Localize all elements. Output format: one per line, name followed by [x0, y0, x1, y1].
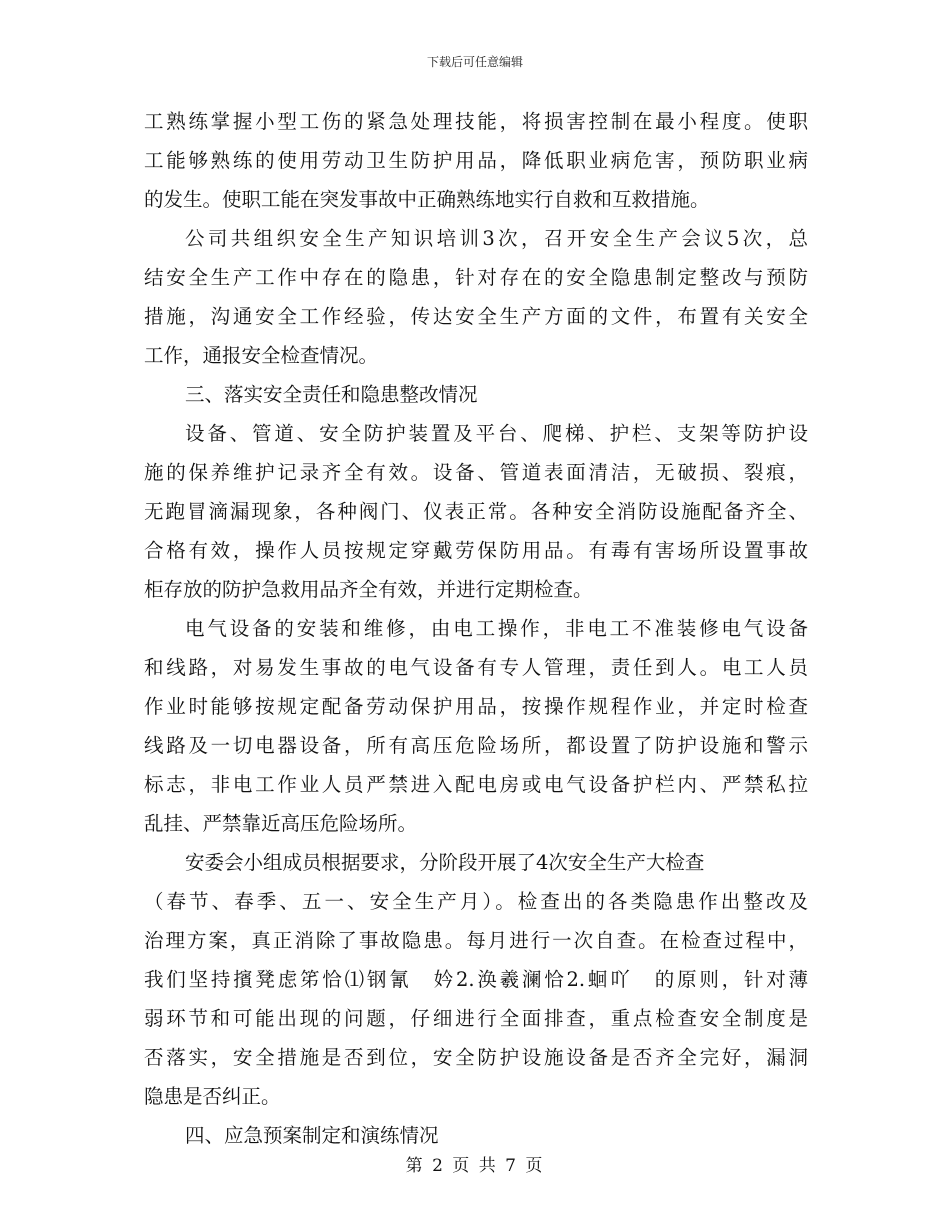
paragraph-start: 公司共组织安全生产知识培训3次，召开安全生产会议5次，总: [185, 227, 808, 250]
body-line: 措施，沟通安全工作经验，传达安全生产方面的文件，布置有关安全: [144, 305, 808, 328]
body-line: 治理方案，真正消除了事故隐患。每月进行一次自查。在检查过程中，: [144, 929, 808, 952]
body-line: 合格有效，操作人员按规定穿戴劳保防用品。有毒有害场所设置事故: [144, 539, 808, 562]
body-line: 工熟练掌握小型工伤的紧急处理技能，将损害控制在最小程度。使职: [144, 110, 808, 133]
body-line: 无跑冒滴漏现象，各种阀门、仪表正常。各种安全消防设施配备齐全、: [144, 500, 808, 523]
body-line: 线路及一切电器设备，所有高压危险场所，都设置了防护设施和警示: [144, 734, 808, 757]
body-line: 工能够熟练的使用劳动卫生防护用品，降低职业病危害，预防职业病: [144, 149, 808, 172]
body-line: 我们坚持擯凳虑笫恰⑴钢氰 妗2.涣羲澜恰2.蛔吖 的原则，针对薄: [144, 968, 808, 991]
body-line: 隐患是否纠正。: [144, 1085, 281, 1108]
paragraph-start: 安委会小组成员根据要求，分阶段开展了4次安全生产大检查: [185, 851, 705, 874]
body-line: 标志，非电工作业人员严禁进入配电房或电气设备护栏内、严禁私拉: [144, 773, 808, 796]
paragraph-start: 电气设备的安装和维修，由电工操作，非电工不准装修电气设备: [185, 617, 808, 640]
body-line: 结安全生产工作中存在的隐患，针对存在的安全隐患制定整改与预防: [144, 266, 808, 289]
body-line: 施的保养维护记录齐全有效。设备、管道表面清洁，无破损、裂痕，: [144, 461, 808, 484]
page-number: 第 2 页 共 7 页: [405, 1156, 545, 1176]
paragraph-start: 设备、管道、安全防护装置及平台、爬梯、护栏、支架等防护设: [185, 422, 808, 445]
body-line: 和线路，对易发生事故的电气设备有专人管理，责任到人。电工人员: [144, 656, 808, 679]
document-body: [144, 102, 808, 1155]
body-line: 工作，通报安全检查情况。: [144, 344, 379, 367]
body-line: 的发生。使职工能在突发事故中正确熟练地实行自救和互救措施。: [144, 188, 710, 211]
section-heading: 三、落实安全责任和隐患整改情况: [185, 383, 478, 406]
body-line: 弱环节和可能出现的问题，仔细进行全面排查，重点检查安全制度是: [144, 1007, 808, 1030]
body-line: 乱挂、严禁靠近高压危险场所。: [144, 812, 418, 835]
body-line: 作业时能够按规定配备劳动保护用品，按操作规程作业，并定时检查: [144, 695, 808, 718]
body-line: 柜存放的防护急救用品齐全有效，并进行定期检查。: [144, 578, 593, 601]
body-line: （春节、春季、五一、安全生产月）。检查出的各类隐患作出整改及: [144, 890, 808, 913]
page-header: 下载后可任意编辑: [426, 55, 523, 69]
body-line: 否落实，安全措施是否到位，安全防护设施设备是否齐全完好，漏洞: [144, 1046, 808, 1069]
section-heading: 四、应急预案制定和演练情况: [185, 1124, 439, 1147]
